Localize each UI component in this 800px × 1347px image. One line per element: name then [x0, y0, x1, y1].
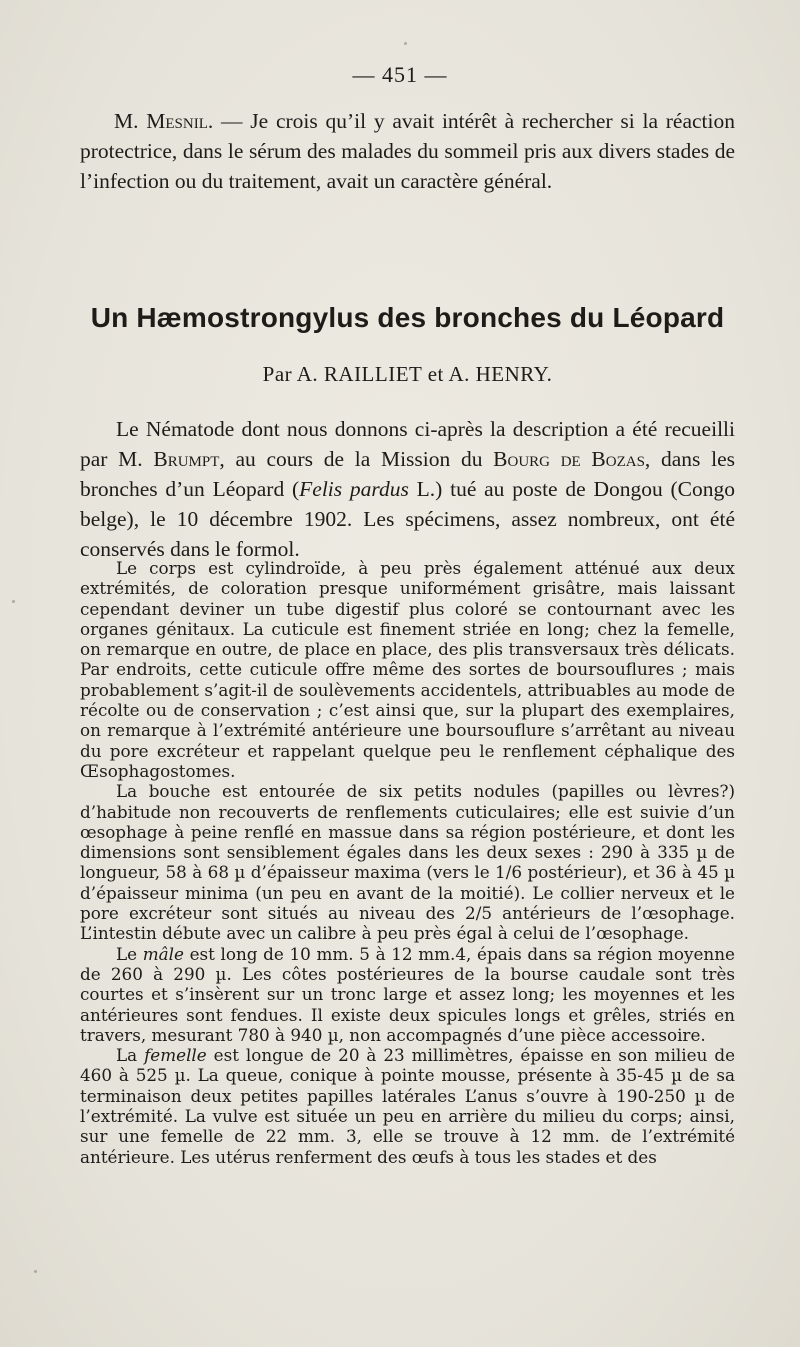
paper-speck [12, 600, 15, 603]
species-name: Felis pardus [299, 477, 409, 501]
intro-text: Je crois qu’il y avait intérêt à rechercher si la réaction protectrice, dans le sérum des malades du sommeil pris aux divers stades de l’infection ou du traitement, avait un caractère général. [80, 109, 735, 193]
female-text-1: La [116, 1045, 145, 1066]
dash: — [213, 109, 251, 133]
mission-name: Bourg de Bozas [493, 447, 645, 471]
male-text-1: Le [116, 943, 143, 964]
article-title: Un Hæmostrongylus des bronches du Léopard [90, 302, 725, 333]
lead-text-2: , au cours de la Mission du [219, 447, 494, 471]
male-term: mâle [142, 943, 184, 964]
article-body [80, 558, 735, 1167]
lead-text-3: , dans les bronches d’un Léopard ( [80, 447, 735, 501]
lead-paragraph [80, 414, 735, 564]
lead-text-1: Le Nématode dont nous donnons ci-après la description a été recueilli par M. [80, 417, 735, 471]
lead-text-4: L.) tué au poste de Dongou (Congo belge), le 10 décembre 1902. Les spécimens, assez nombreux, ont été conservés dans le formol. [80, 477, 736, 561]
article-byline: Par A. RAILLIET et A. HENRY. [262, 362, 553, 386]
person-brumpt: Brumpt [153, 447, 220, 471]
male-text-2: est long de 10 mm. 5 à 12 mm.4, épais dans sa région moyenne de 260 à 290 µ. Les côtes postérieures de la bourse caudale sont très courtes et s’insèrent sur un tronc large et assez long; les moyennes et les antérieures sont fendues. Il existe deux spicules longs et grêles, striés en travers, mesurant 780 à 940 µ, non accompagnés d’une pièce accessoire. [80, 943, 735, 1045]
article-lead [80, 414, 735, 564]
female-term: femelle [144, 1045, 207, 1066]
page-number: — 451 — [352, 62, 448, 87]
speaker-name: M. Mesnil. [114, 109, 214, 133]
paragraph-body: Le corps est cylindroïde, à peu près également atténué aux deux extrémités, de coloration presque uniformément grisâtre, mais laissant cependant deviner un tube digestif plus coloré se contournant avec les organes génitaux. La cuticule est finement striée en long; chez la femelle, on remarque en outre, de place en place, des plis transversaux très délicats. Par endroits, cette cuticule offre même des sortes de boursouflures ; mais probablement s’agit-il de soulèvements accidentels, attribuables au mode de récolte ou de conservation ; c’est ainsi que, sur la plupart des exemplaires, on remarque à l’extrémité antérieure une boursouflure s’arrêtant au niveau du pore excréteur et rappelant quelque peu le renflement céphalique des Œsophagostomes. [80, 558, 735, 781]
paper-speck [34, 1270, 37, 1273]
paragraph-female [80, 1045, 735, 1167]
female-text-2: est longue de 20 à 23 millimètres, épaisse en son milieu de 460 à 525 µ. La queue, conique à pointe mousse, présente à 35-45 µ de sa terminaison deux petites papilles latérales L’anus s’ouvre à 190-250 µ de l’extrémité. La vulve est située un peu en arrière du milieu du corps; ainsi, sur une femelle de 22 mm. 3, elle se trouve à 12 mm. de l’extrémité antérieure. Les utérus renferment des œufs à tous les stades et des [80, 1045, 735, 1167]
paragraph-mouth: La bouche est entourée de six petits nodules (papilles ou lèvres?) d’habitude non recouverts de renflements cuticulaires; elle est suivie d’un œsophage à peine renflé en massue dans sa région postérieure, et dont les dimensions sont sensiblement égales dans les deux sexes : 290 à 335 µ de longueur, 58 à 68 µ d’épaisseur maxima (vers le 1/6 postérieur), et 36 à 45 µ d’épaisseur minima (un peu en avant de la moitié). Le collier nerveux et le pore excréteur sont situés au niveau des 2/5 antérieurs de l’œsophage. L’intestin débute avec un calibre à peu près égal à celui de l’œsophage. [80, 781, 735, 944]
intro-remark [80, 106, 735, 196]
paper-speck [404, 42, 407, 45]
paragraph-male [80, 944, 735, 1045]
intro-paragraph [80, 106, 735, 196]
